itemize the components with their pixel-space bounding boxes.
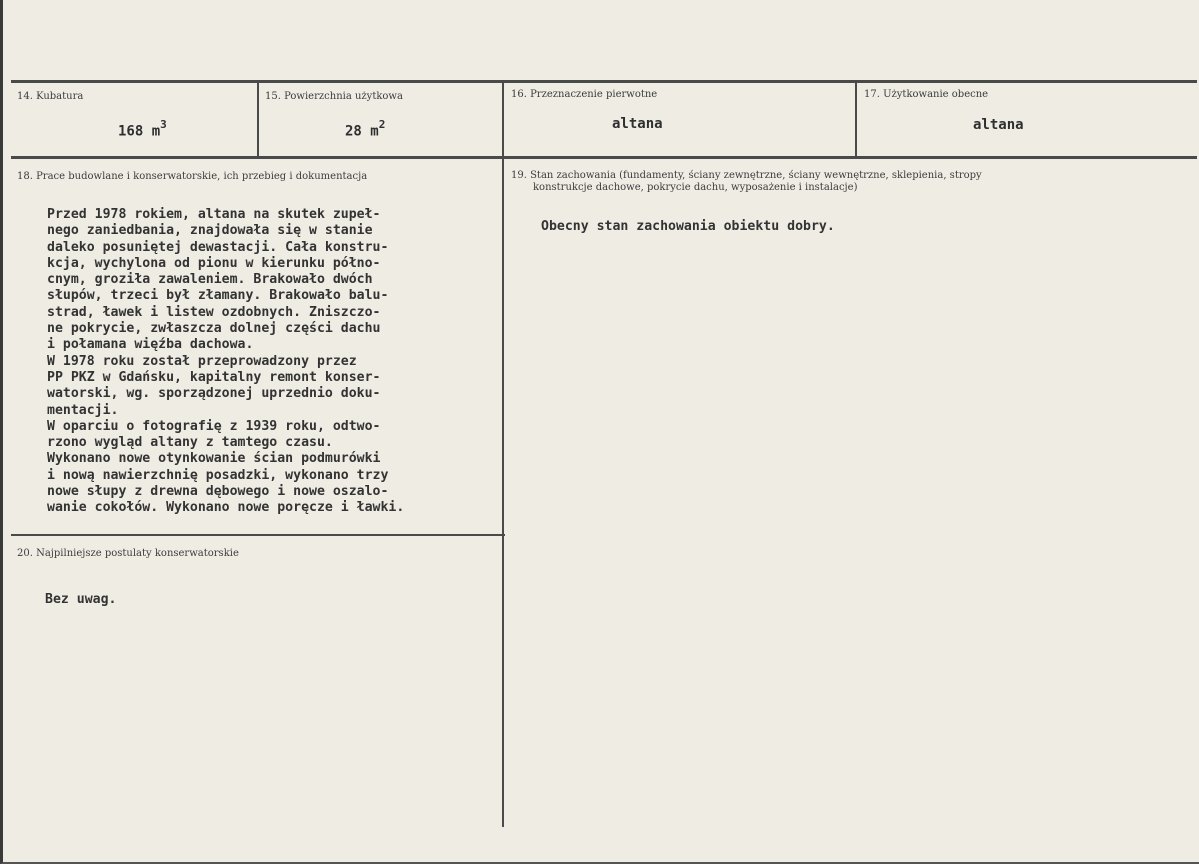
field-18-text xyxy=(47,207,404,517)
field-18-line: nego zaniedbania, znajdowała się w stanie xyxy=(47,223,373,239)
field-18-line: mentacji. xyxy=(47,402,119,418)
divider-16-17 xyxy=(855,83,857,156)
divider-14-15 xyxy=(257,83,259,156)
field-15-value xyxy=(345,120,385,140)
divider-15-16 xyxy=(502,83,504,827)
field-18-line: strad, ławek i listew ozdobnych. Zniszczo- xyxy=(47,304,381,320)
field-18-label: 18. Prace budowlane i konserwatorskie, ich przebieg i dokumentacja xyxy=(17,171,368,182)
area-value: 28 m xyxy=(345,123,379,140)
field-20-label: 20. Najpilniejsze postulaty konserwatorskie xyxy=(17,548,239,559)
field-14-value xyxy=(118,120,167,140)
section-18-bottom-rule xyxy=(11,534,505,536)
field-16-value: altana xyxy=(612,116,663,132)
field-18-line: daleko posuniętej dewastacji. Cała konstru- xyxy=(47,239,389,255)
field-18-line: cnym, groziła zawaleniem. Brakowało dwóch xyxy=(47,272,373,288)
field-18-line: Wykonano nowe otynkowanie ścian podmurówki xyxy=(47,451,381,467)
field-18-line: i połamana więźba dachowa. xyxy=(47,337,254,353)
field-18-line: rzono wygląd altany z tamtego czasu. xyxy=(47,435,333,451)
field-18-line: kcja, wychylona od pionu w kierunku półno- xyxy=(47,255,381,271)
cubature-exponent: 3 xyxy=(160,118,167,131)
field-18-line: słupów, trzeci był złamany. Brakowało balu- xyxy=(47,288,389,304)
field-19-label-line2: konstrukcje dachowe, pokrycie dachu, wyposażenie i instalacje) xyxy=(533,182,858,193)
field-18-line: watorski, wg. sporządzonej uprzednio doku- xyxy=(47,386,381,402)
field-15-label: 15. Powierzchnia użytkowa xyxy=(265,91,403,102)
top-rule xyxy=(11,80,1197,83)
field-18-line: W oparciu o fotografię z 1939 roku, odtwo- xyxy=(47,418,381,434)
area-exponent: 2 xyxy=(378,118,386,131)
field-17-label: 17. Użytkowanie obecne xyxy=(864,89,989,100)
row-rule xyxy=(11,156,1197,159)
field-19-label-line1: 19. Stan zachowania (fundamenty, ściany zewnętrzne, ściany wewnętrzne, sklepienia, stropy xyxy=(511,170,982,181)
field-18-line: ne pokrycie, zwłaszcza dolnej części dachu xyxy=(47,321,381,337)
field-18-line: PP PKZ w Gdańsku, kapitalny remont konser- xyxy=(47,369,381,385)
field-20-value: Bez uwag. xyxy=(45,592,117,607)
field-19-value: Obecny stan zachowania obiektu dobry. xyxy=(541,219,835,234)
field-16-label: 16. Przeznaczenie pierwotne xyxy=(511,89,658,100)
field-18-line: Przed 1978 rokiem, altana na skutek zupeł- xyxy=(47,207,381,222)
field-14-label: 14. Kubatura xyxy=(17,91,84,102)
field-18-line: i nową nawierzchnię posadzki, wykonano trzy xyxy=(47,467,389,483)
cubature-value: 168 m xyxy=(118,123,161,140)
field-18-line: W 1978 roku został przeprowadzony przez xyxy=(47,353,357,369)
field-18-line: nowe słupy z drewna dębowego i nowe oszalo- xyxy=(47,484,389,500)
field-17-value: altana xyxy=(973,117,1024,133)
field-18-line: wanie cokołów. Wykonano nowe poręcze i ławki. xyxy=(47,500,405,516)
